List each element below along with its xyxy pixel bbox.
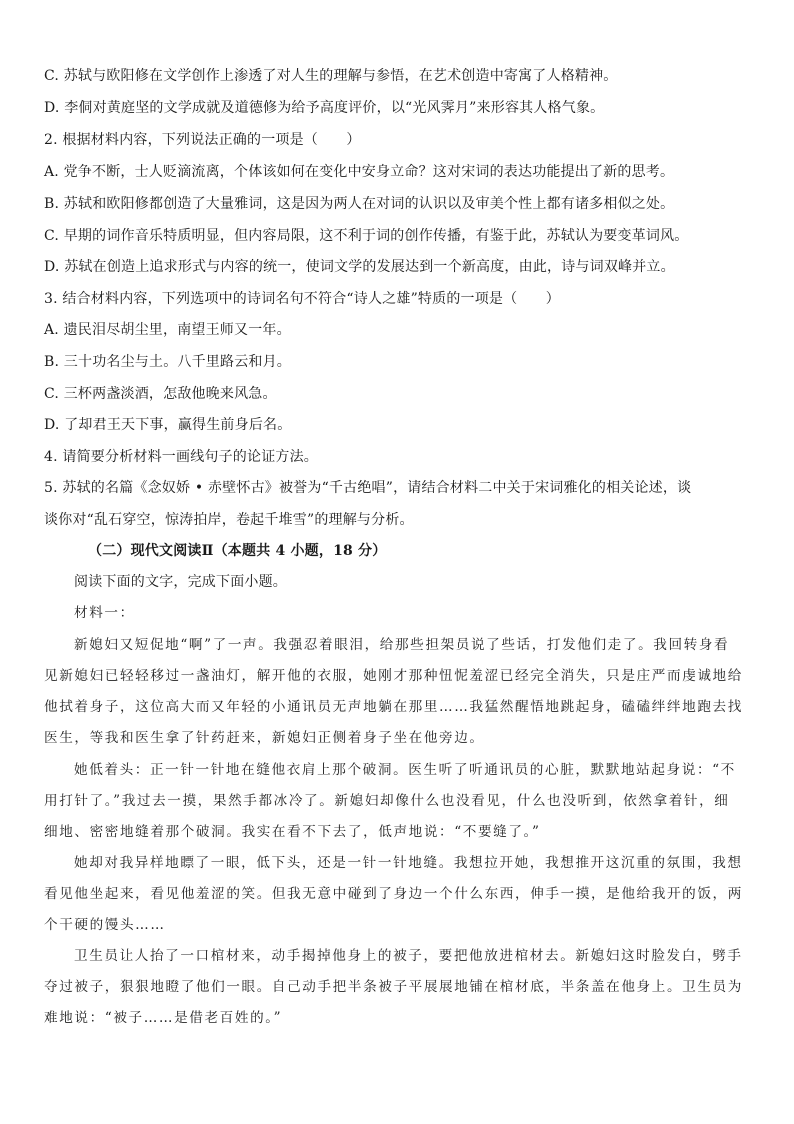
q2-stem: 2. 根据材料内容，下列说法正确的一项是（ ） — [44, 132, 361, 148]
q2-option-b: B. 苏轼和欧阳修都创造了大量雅词，这是因为两人在对词的认识以及审美个性上都有诸多相似之处。 — [44, 196, 675, 212]
q5-stem-line-1: 5. 苏轼的名篇《念奴娇 • 赤壁怀古》被誉为“千古绝唱”，请结合材料二中关于宋词雅化的相关论述，谈 — [44, 480, 692, 496]
passage-p2-line-1: 她低着头：正一针一针地在缝他衣肩上那个破洞。医生听了听通讯员的心脏，默默地站起身说：“不 — [74, 762, 736, 778]
section-instruction: 阅读下面的文字，完成下面小题。 — [74, 574, 287, 590]
q3-option-d: D. 了却君王天下事，赢得生前身后名。 — [44, 417, 292, 433]
passage-p4-line-1: 卫生员让人抬了一口棺材来，动手揭掉他身上的被子，要把他放进棺材去。新媳妇这时脸发白，劈手 — [74, 948, 743, 964]
passage-p1-line-2: 见新媳妇已轻轻移过一盏油灯，解开他的衣服，她刚才那种忸怩羞涩已经完全消失，只是庄严而虔诚地给 — [44, 668, 743, 684]
q1-option-d: D. 李侗对黄庭坚的文学成就及道德修为给予高度评价，以“光风霁月”来形容其人格气象。 — [44, 100, 605, 116]
passage-p3-line-2: 看见他坐起来，看见他羞涩的笑。但我无意中碰到了身边一个什么东西，伸手一摸，是他给我开的饭，两 — [44, 886, 743, 902]
passage-p2-line-2: 用打针了。”我过去一摸，果然手都冰冷了。新媳妇却像什么也没看见，什么也没听到，依然拿着针，细 — [44, 793, 730, 809]
passage-p4-line-3: 难地说：“被子……是借老百姓的。” — [44, 1010, 283, 1026]
section-title: （二）现代文阅读Ⅱ（本题共 4 小题，18 分） — [88, 543, 387, 559]
passage-p1-line-3: 他拭着身子，这位高大而又年轻的小通讯员无声地躺在那里……我猛然醒悟地跳起身，磕磕绊绊地跑去找 — [44, 699, 743, 715]
q2-option-a: A. 党争不断，士人贬滴流离，个体该如何在变化中安身立命？这对宋词的表达功能提出了新的思考。 — [44, 164, 675, 180]
passage-p1-line-1: 新媳妇又短促地“啊”了一声。我强忍着眼泪，给那些担架员说了些话，打发他们走了。我回转身看 — [74, 637, 730, 653]
passage-p3-line-3: 个干硬的馒头…… — [44, 917, 166, 933]
passage-p1-line-4: 医生，等我和医生拿了针药赶来，新媳妇正侧着身子坐在他旁边。 — [44, 730, 485, 746]
q3-option-a: A. 遗民泪尽胡尘里，南望王师又一年。 — [44, 322, 291, 338]
passage-p2-line-3: 细地、密密地缝着那个破洞。我实在看不下去了，低声地说：“不要缝了。” — [44, 824, 541, 840]
q4-stem: 4. 请简要分析材料一画线句子的论证方法。 — [44, 449, 319, 465]
q3-option-b: B. 三十功名尘与土。八千里路云和月。 — [44, 354, 291, 370]
q5-stem-line-2: 谈你对“乱石穿空，惊涛拍岸，卷起千堆雪”的理解与分析。 — [44, 512, 414, 528]
q2-option-c: C. 早期的词作音乐特质明显，但内容局限，这不利于词的创作传播，有鉴于此，苏轼认为要变革词风。 — [44, 228, 689, 244]
q2-option-d: D. 苏轼在创造上追求形式与内容的统一，使词文学的发展达到一个新高度，由此，诗与词双峰并立。 — [44, 259, 675, 275]
passage-p3-line-1: 她却对我异样地瞟了一眼，低下头，还是一针一针地缝。我想拉开她，我想推开这沉重的氛围，我想 — [74, 855, 743, 871]
q3-option-c: C. 三杯两盏淡酒，怎敌他晚来风急。 — [44, 386, 277, 402]
q3-stem: 3. 结合材料内容，下列选项中的诗词名句不符合“诗人之雄”特质的一项是（ ） — [44, 291, 560, 307]
q1-option-c: C. 苏轼与欧阳修在文学创作上渗透了对人生的理解与参悟，在艺术创造中寄寓了人格精神。 — [44, 68, 618, 84]
passage-p4-line-2: 夺过被子，狠狠地瞪了他们一眼。自己动手把半条被子平展展地铺在棺材底，半条盖在他身上。卫生员为 — [44, 979, 743, 995]
material-label: 材料一： — [74, 605, 135, 621]
